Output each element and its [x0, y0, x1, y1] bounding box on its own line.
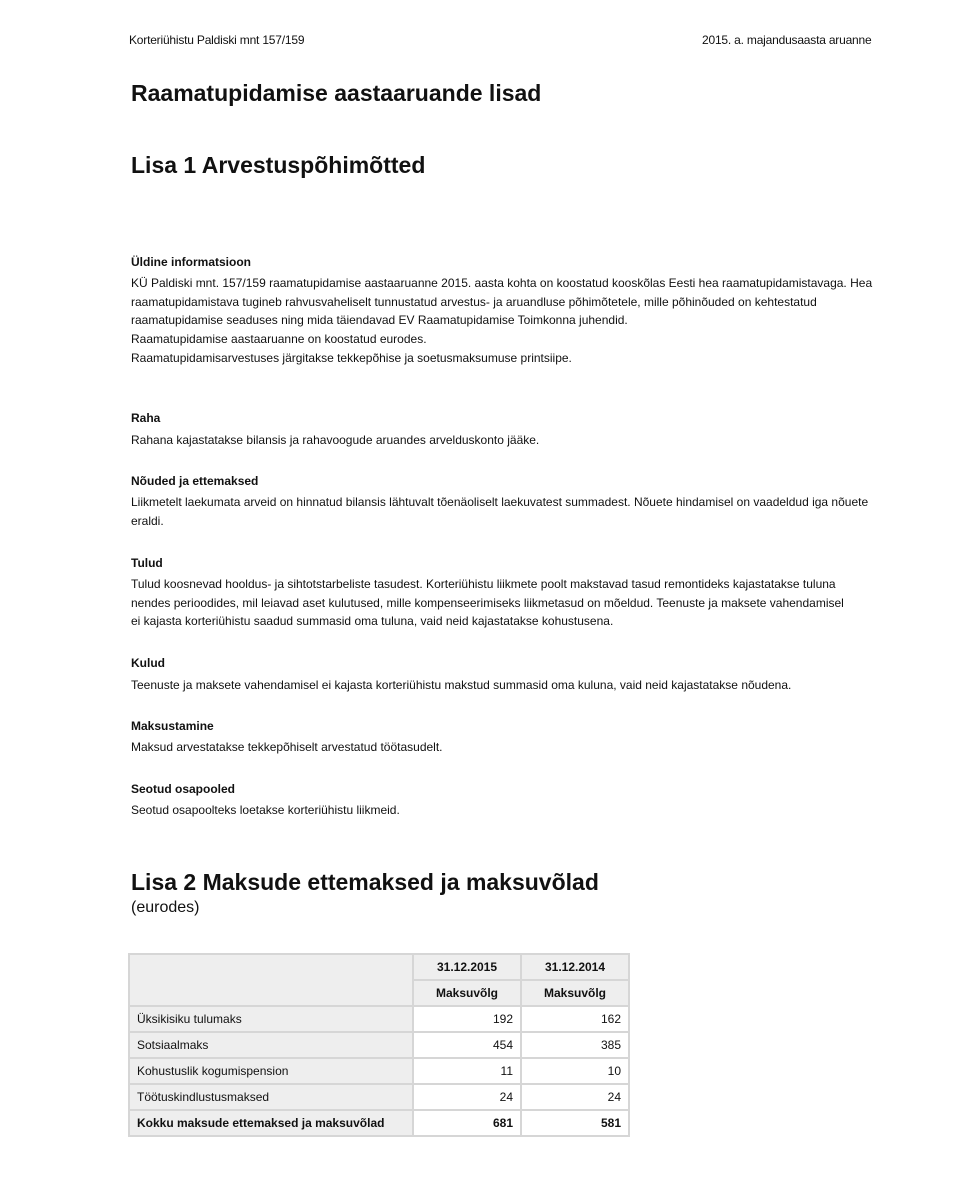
main-title: Raamatupidamise aastaaruande lisad — [131, 80, 542, 106]
row-value-2015: 192 — [413, 1006, 521, 1032]
text-line: raamatupidamise seaduses ning mida täiendavad EV Raamatupidamise Toimkonna juhendid. — [131, 313, 628, 328]
column-header-date: 31.12.2015 — [413, 954, 521, 980]
text-line: Seotud osapoolteks loetakse korteriühistu liikmeid. — [131, 803, 400, 817]
row-value-2014: 385 — [521, 1032, 629, 1058]
section-body-raha — [131, 431, 911, 450]
row-label: Kohustuslik kogumispension — [129, 1058, 413, 1084]
total-value-2014: 581 — [521, 1110, 629, 1136]
row-label: Sotsiaalmaks — [129, 1032, 413, 1058]
row-value-2014: 10 — [521, 1058, 629, 1084]
row-value-2015: 454 — [413, 1032, 521, 1058]
column-subheader: Maksuvõlg — [521, 980, 629, 1006]
table-row — [129, 1084, 629, 1110]
section-title-income: Tulud — [131, 556, 163, 570]
total-label: Kokku maksude ettemaksed ja maksuvõlad — [129, 1110, 413, 1136]
table-row — [129, 1006, 629, 1032]
section-title-raha: Raha — [131, 411, 161, 425]
text-line: eraldi. — [131, 513, 164, 528]
text-line: Raamatupidamise aastaaruanne on koostatud eurodes. — [131, 332, 427, 347]
column-header-date: 31.12.2014 — [521, 954, 629, 980]
row-label: Üksikisiku tulumaks — [129, 1006, 413, 1032]
row-value-2015: 24 — [413, 1084, 521, 1110]
text-line: Tulud koosnevad hooldus- ja sihtotstarbeliste tasudest. Korteriühistu liikmete poolt makstavad tasud remontideks kajastatakse tuluna — [131, 577, 836, 591]
table-header-row-dates — [129, 954, 629, 980]
tax-table — [128, 953, 630, 1137]
table-header-empty-cell — [129, 954, 413, 1006]
text-line: ei kajasta korteriühistu saadud summasid oma tuluna, vaid neid kajastatakse kohustusena. — [131, 614, 614, 629]
lisa2-title: Lisa 2 Maksude ettemaksed ja maksuvõlad — [131, 869, 599, 895]
text-line: KÜ Paldiski mnt. 157/159 raamatupidamise aastaaruanne 2015. aasta kohta on koostatud kooskõlas Eesti hea raamatupidamistavaga. Hea — [131, 276, 873, 290]
section-title-related-parties: Seotud osapooled — [131, 782, 236, 796]
page-header-company: Korteriühistu Paldiski mnt 157/159 — [129, 33, 305, 47]
section-body-related-parties — [131, 801, 911, 820]
text-line: Liikmetelt laekumata arveid on hinnatud bilansis lähtuvalt tõenäoliselt laekuvatest summadest. Nõuete hindamisel on vaadeldud iga nõuete — [131, 495, 869, 509]
page-header-report-title: 2015. a. majandusaasta aruanne — [702, 33, 872, 47]
text-line: Maksud arvestatakse tekkepõhiselt arvestatud töötasudelt. — [131, 740, 443, 754]
row-value-2015: 11 — [413, 1058, 521, 1084]
text-line: Teenuste ja maksete vahendamisel ei kajasta korteriühistu makstud summasid oma kuluna, vaid neid kajastatakse nõudena. — [131, 678, 792, 692]
table-total-row — [129, 1110, 629, 1136]
section-body-receivables — [131, 493, 911, 530]
section-title-taxation: Maksustamine — [131, 719, 214, 733]
lisa2-currency-note: (eurodes) — [131, 899, 200, 916]
text-line: Raamatupidamisarvestuses järgitakse tekkepõhise ja soetusmaksumuse printsiipe. — [131, 350, 572, 365]
text-line: nendes perioodides, mil leiavad aset kulutused, mille kompenseerimiseks liikmetasud on mõeldud. Teenuste ja maksete vahendamisel — [131, 595, 844, 610]
text-line: Rahana kajastatakse bilansis ja rahavoogude aruandes arvelduskonto jääke. — [131, 433, 540, 447]
section-title-general-info: Üldine informatsioon — [131, 255, 251, 269]
section-title-expenses: Kulud — [131, 656, 165, 670]
row-label: Töötuskindlustusmaksed — [129, 1084, 413, 1110]
column-subheader: Maksuvõlg — [413, 980, 521, 1006]
text-line: raamatupidamistava tugineb rahvusvaheliselt tunnustatud arvestus- ja aruandluse põhimõtetele, mille põhinõuded on kehtestatud — [131, 294, 817, 309]
section-body-general-info — [131, 274, 911, 368]
section-body-expenses — [131, 676, 911, 695]
row-value-2014: 24 — [521, 1084, 629, 1110]
table-row — [129, 1032, 629, 1058]
section-body-taxation — [131, 738, 911, 757]
row-value-2014: 162 — [521, 1006, 629, 1032]
total-value-2015: 681 — [413, 1110, 521, 1136]
lisa1-title: Lisa 1 Arvestuspõhimõtted — [131, 152, 426, 178]
table-row — [129, 1058, 629, 1084]
section-body-income — [131, 575, 911, 631]
section-title-receivables: Nõuded ja ettemaksed — [131, 474, 259, 488]
